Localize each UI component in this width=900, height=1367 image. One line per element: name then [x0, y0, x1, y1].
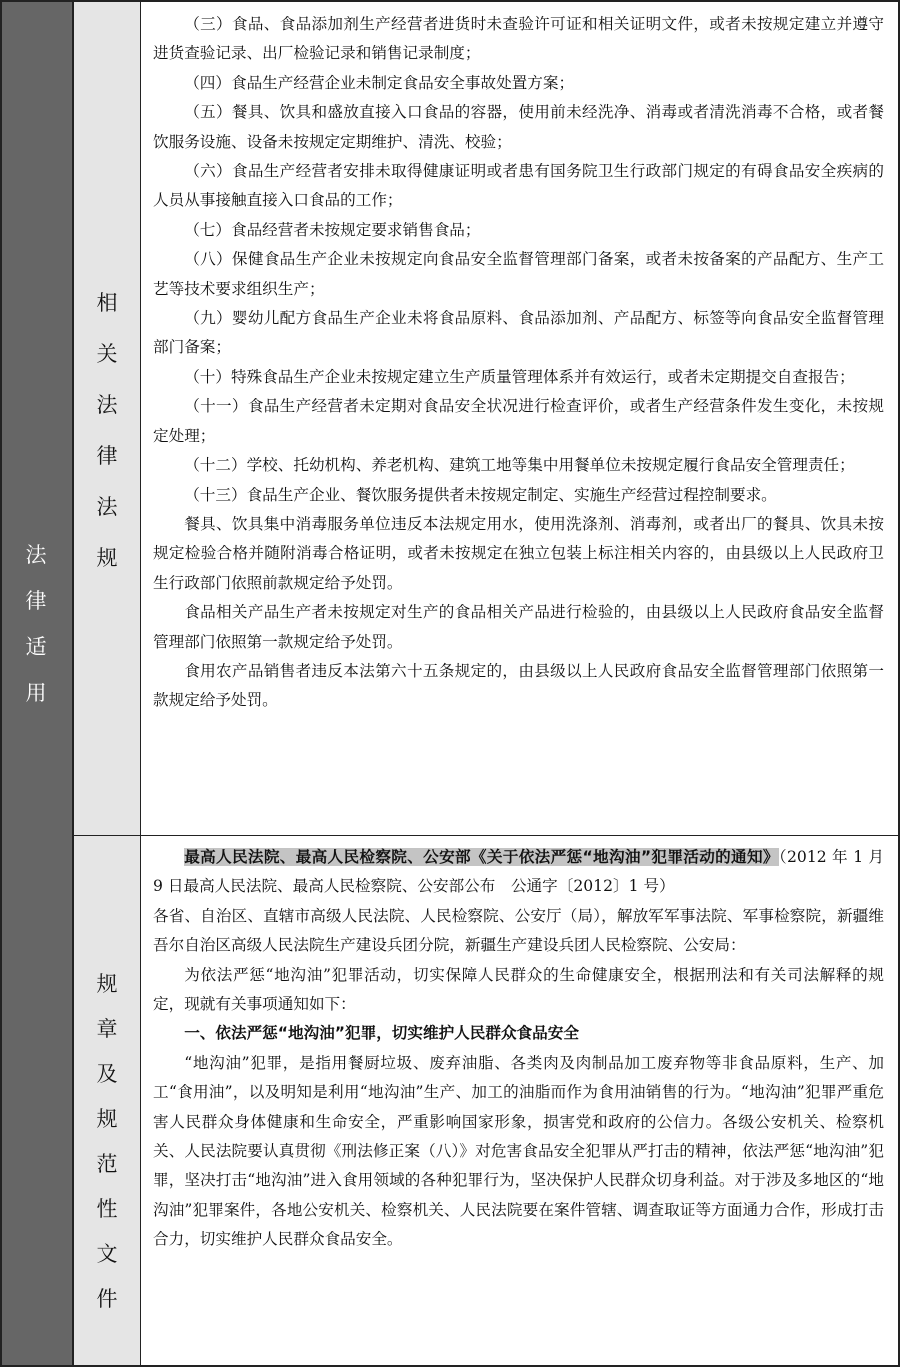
- subcategory-char: 关: [96, 342, 118, 366]
- subcategory-char: 文: [96, 1242, 118, 1266]
- intro-paragraph: 为依法严惩“地沟油”犯罪活动，切实保障人民群众的生命健康安全，根据刑法和有关司法解释的规定，现就有关事项通知如下：: [153, 965, 884, 1014]
- clause-paragraph: （十一）食品生产经营者未定期对食品安全状况进行检查评价，或者生产经营条件发生变化，未按规定处理；: [153, 397, 884, 445]
- clause-paragraph: （五）餐具、饮具和盛放直接入口食品的容器，使用前未经洗净、消毒或者清洗消毒不合格，或者餐饮服务设施、设备未按规定定期维护、清洗、校验；: [153, 103, 884, 151]
- subcategory-char: 规: [96, 972, 118, 996]
- subcategory-char: 律: [96, 444, 118, 468]
- subcategory-char: 章: [96, 1017, 118, 1041]
- subcategory-char: 范: [96, 1152, 118, 1176]
- laws-content: [153, 10, 884, 716]
- clause-paragraph: 食用农产品销售者违反本法第六十五条规定的，由县级以上人民政府食品安全监督管理部门依照第一款规定给予处罚。: [153, 661, 884, 710]
- subcategory-char: 相: [96, 291, 118, 315]
- clause-paragraph: （七）食品经营者未按规定要求销售食品；: [184, 220, 481, 239]
- subcategory-char: 规: [96, 546, 118, 570]
- category-char: 法: [25, 543, 47, 567]
- subcategory-char: 规: [96, 1107, 118, 1131]
- clause-paragraph: （三）食品、食品添加剂生产经营者进货时未查验许可证和相关证明文件，或者未按规定建立并遵守进货查验记录、出厂检验记录和销售记录制度；: [153, 15, 884, 63]
- clause-paragraph: （十）特殊食品生产企业未按规定建立生产质量管理体系并有效运行，或者未定期提交自查报告；: [184, 367, 855, 386]
- clause-paragraph: （六）食品生产经营者安排未取得健康证明或者患有国务院卫生行政部门规定的有碍食品安全疾病的人员从事接触直接入口食品的工作；: [153, 162, 884, 210]
- document-source: （2012 年 1 月 9 日最高人民法院、最高人民检察院、公安部公布 公通字〔2012〕1 号）: [153, 848, 884, 896]
- subcategory-char: 性: [96, 1197, 118, 1221]
- category-label: [0, 532, 72, 716]
- regulations-content: [153, 843, 884, 1255]
- subcategory-char: 件: [96, 1287, 118, 1311]
- category-column: [0, 0, 74, 1367]
- subcategory-label-laws: [74, 278, 140, 584]
- clause-paragraph: （四）食品生产经营企业未制定食品安全事故处置方案；: [184, 73, 575, 92]
- clause-paragraph: 食品相关产品生产者未按规定对生产的食品相关产品进行检验的，由县级以上人民政府食品安全监督管理部门依照第一款规定给予处罚。: [153, 603, 884, 651]
- subcategory-column: [74, 0, 141, 1367]
- clause-paragraph: （九）婴幼儿配方食品生产企业未将食品原料、食品添加剂、产品配方、标签等向食品安全监督管理部门备案；: [153, 309, 884, 357]
- subcategory-char: 法: [96, 495, 118, 519]
- document-title: 最高人民法院、最高人民检察院、公安部《关于依法严惩“地沟油”犯罪活动的通知》: [184, 848, 779, 866]
- clause-paragraph: （八）保健食品生产企业未按规定向食品安全监督管理部门备案，或者未按备案的产品配方、生产工艺等技术要求组织生产；: [153, 250, 884, 298]
- subcategory-char: 法: [96, 393, 118, 417]
- subcategory-char: 及: [96, 1062, 118, 1086]
- body-paragraph: “地沟油”犯罪，是指用餐厨垃圾、废弃油脂、各类肉及肉制品加工废弃物等非食品原料，生产、加工“食用油”，以及明知是利用“地沟油”生产、加工的油脂而作为食用油销售的行为。“地沟油”犯罪严重危害人民群众身体健康和生命安全，严重影响国家形象，损害党和政府的公信力。各级公安机关、检察机关、人民法院要认真贯彻《刑法修正案（八）》对危害食品安全犯罪从严打击的精神，依法严惩“地沟油”犯罪，坚决打击“地沟油”进入食用领域的各种犯罪行为，坚决保护人民群众切身利益。对于涉及多地区的“地沟油”犯罪案件，各地公安机关、检察机关、人民法院要在案件管辖、调查取证等方面通力合作，形成打击合力，切实维护人民群众食品安全。: [153, 1053, 884, 1249]
- document-header: [153, 843, 884, 902]
- clause-paragraph: （十三）食品生产企业、餐饮服务提供者未按规定制定、实施生产经营过程控制要求。: [184, 485, 777, 504]
- clause-paragraph: 餐具、饮具集中消毒服务单位违反本法规定用水，使用洗涤剂、消毒剂，或者出厂的餐具、饮具未按规定检验合格并随附消毒合格证明，或者未按规定在独立包装上标注相关内容的，由县级以上人民政府卫生行政部门依照前款规定给予处罚。: [153, 514, 884, 592]
- category-char: 律: [25, 589, 47, 613]
- category-char: 用: [25, 681, 47, 705]
- clause-paragraph: （十二）学校、托幼机构、养老机构、建筑工地等集中用餐单位未按规定履行食品安全管理责任；: [184, 456, 855, 475]
- addressee-paragraph: 各省、自治区、直辖市高级人民法院、人民检察院、公安厅（局），解放军军事法院、军事检察院，新疆维吾尔自治区高级人民法院生产建设兵团分院，新疆生产建设兵团人民检察院、公安局：: [153, 906, 884, 955]
- row-divider: [74, 835, 900, 836]
- category-char: 适: [25, 635, 47, 659]
- subcategory-label-regulations: [74, 962, 140, 1322]
- section-heading: 一、依法严惩“地沟油”犯罪，切实维护人民群众食品安全: [184, 1024, 579, 1043]
